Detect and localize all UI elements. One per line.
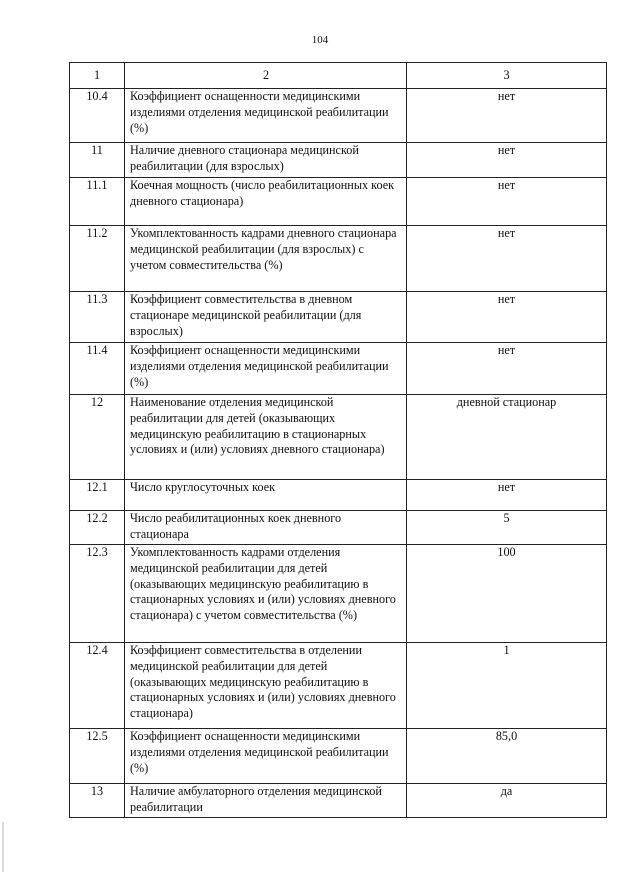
row-number: 11.2 — [70, 226, 125, 292]
row-value: да — [407, 784, 607, 818]
row-name: Коэффициент оснащенности медицинскими изделиями отделения медицинской реабилитации (%) — [125, 729, 407, 784]
row-number: 12.4 — [70, 643, 125, 729]
row-number: 12.2 — [70, 511, 125, 545]
row-number: 12.1 — [70, 480, 125, 511]
header-cell-col2: 2 — [125, 63, 407, 89]
row-value: 1 — [407, 643, 607, 729]
header-cell-col1: 1 — [70, 63, 125, 89]
row-number: 12.3 — [70, 545, 125, 643]
row-name: Коэффициент совместительства в дневном стационаре медицинской реабилитации (для взрослых) — [125, 292, 407, 343]
table-row — [70, 545, 607, 643]
table-row — [70, 395, 607, 480]
row-name: Коэффициент оснащенности медицинскими изделиями отделения медицинской реабилитации (%) — [125, 89, 407, 143]
row-value: нет — [407, 178, 607, 226]
table-row — [70, 89, 607, 143]
table-row — [70, 343, 607, 395]
data-table — [69, 62, 607, 818]
row-number: 10.4 — [70, 89, 125, 143]
row-number: 11 — [70, 143, 125, 178]
row-name: Коэффициент оснащенности медицинскими изделиями отделения медицинской реабилитации (%) — [125, 343, 407, 395]
row-name: Число реабилитационных коек дневного стационара — [125, 511, 407, 545]
row-number: 11.3 — [70, 292, 125, 343]
scan-edge-mark — [2, 822, 4, 872]
row-name: Наличие дневного стационара медицинской реабилитации (для взрослых) — [125, 143, 407, 178]
row-value: дневной стационар — [407, 395, 607, 480]
row-value: нет — [407, 89, 607, 143]
row-name: Коечная мощность (число реабилитационных коек дневного стационара) — [125, 178, 407, 226]
table-row — [70, 480, 607, 511]
row-value: нет — [407, 226, 607, 292]
table-row — [70, 729, 607, 784]
row-value: нет — [407, 480, 607, 511]
row-value: нет — [407, 343, 607, 395]
row-number: 11.4 — [70, 343, 125, 395]
table-row — [70, 178, 607, 226]
row-name: Наименование отделения медицинской реабилитации для детей (оказывающих медицинскую реабилитацию в стационарных условиях и (или) условиях дневного стационара) — [125, 395, 407, 480]
header-cell-col3: 3 — [407, 63, 607, 89]
row-name: Коэффициент совместительства в отделении медицинской реабилитации для детей (оказывающих медицинскую реабилитацию в стационарных условиях и (или) условиях дневного стационара) — [125, 643, 407, 729]
row-value: нет — [407, 143, 607, 178]
row-value: 85,0 — [407, 729, 607, 784]
page-number: 104 — [311, 34, 329, 46]
table-row — [70, 143, 607, 178]
table-row — [70, 643, 607, 729]
row-name: Число круглосуточных коек — [125, 480, 407, 511]
row-value: 100 — [407, 545, 607, 643]
row-value: нет — [407, 292, 607, 343]
row-name: Укомплектованность кадрами отделения медицинской реабилитации для детей (оказывающих медицинскую реабилитацию в стационарных условиях и (или) условиях дневного стационара) с учетом совместительства (%) — [125, 545, 407, 643]
row-name: Наличие амбулаторного отделения медицинской реабилитации — [125, 784, 407, 818]
table-row — [70, 784, 607, 818]
row-name: Укомплектованность кадрами дневного стационара медицинской реабилитации (для взрослых) с учетом совместительства (%) — [125, 226, 407, 292]
table-row — [70, 511, 607, 545]
row-number: 12 — [70, 395, 125, 480]
row-number: 11.1 — [70, 178, 125, 226]
table-row — [70, 226, 607, 292]
table-header-row — [70, 63, 607, 89]
row-value: 5 — [407, 511, 607, 545]
table-row — [70, 292, 607, 343]
row-number: 13 — [70, 784, 125, 818]
row-number: 12.5 — [70, 729, 125, 784]
